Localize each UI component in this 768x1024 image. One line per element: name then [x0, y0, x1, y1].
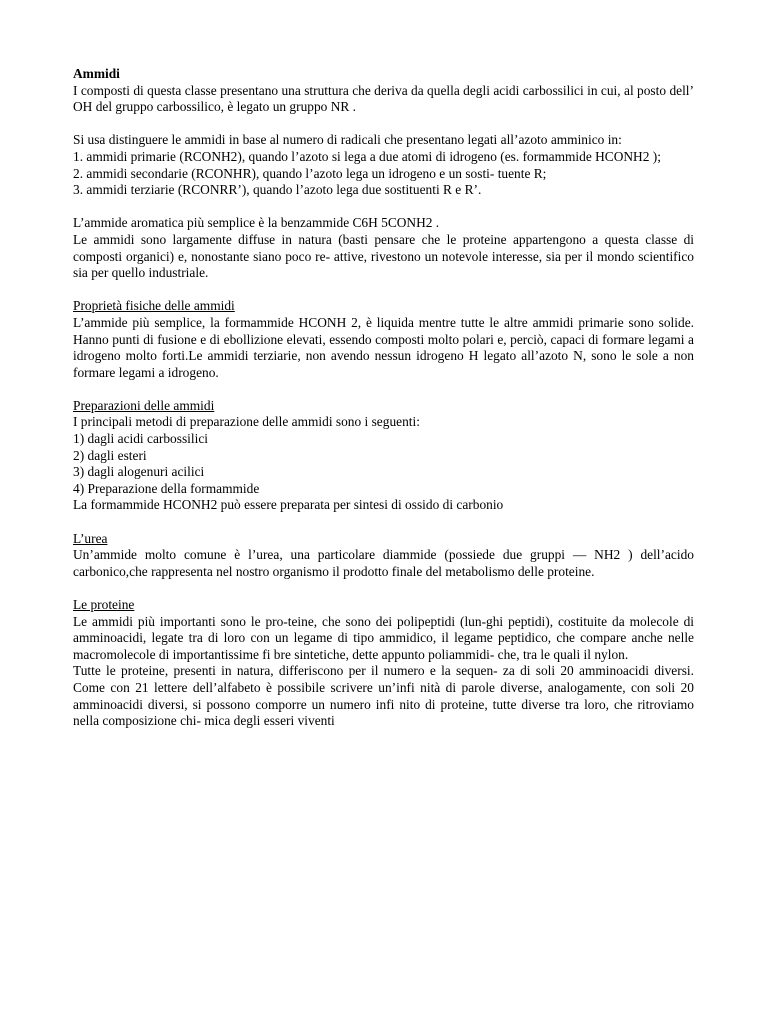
classification-item-tertiary: 3. ammidi terziarie (RCONRR’), quando l’azoto lega due sostituenti R e R’. [73, 182, 482, 198]
spacer [73, 381, 694, 398]
intro-paragraph: I composti di questa classe presentano una struttura che deriva da quella degli acidi carbossilici in cui, al posto dell’ OH del gruppo carbossilico, è legato un gruppo NR . [73, 82, 694, 115]
preparation-item: 1) dagli acidi carbossilici [73, 431, 208, 447]
section-heading-preparation: Preparazioni delle ammidi [73, 397, 215, 413]
proteins-paragraph-1: Le ammidi più importanti sono le pro-teine, che sono dei polipeptidi (lun-ghi peptidi), costituite da molecole di amminoacidi, legate tra di loro con un legame di tipo ammidico, il legame peptidico, che compare anche nelle macromolecole di importantissime fi bre sintetiche, dette appunto poliammidi- che, tra le quali il nylon. [73, 613, 694, 662]
preparation-item: 4) Preparazione della formammide [73, 480, 260, 496]
aromatic-amide-line: L’ammide aromatica più semplice è la benzammide C6H 5CONH2 . [73, 215, 440, 231]
spacer [73, 282, 694, 299]
spacer [73, 116, 694, 133]
spacer [73, 199, 694, 216]
section-heading-physical: Proprietà fisiche delle ammidi [73, 298, 235, 314]
spacer [73, 580, 694, 597]
section-heading-urea: L’urea [73, 530, 108, 546]
preparation-note: La formammide HCONH2 può essere preparata per sintesi di ossido di carbonio [73, 497, 504, 513]
diffusion-paragraph: Le ammidi sono largamente diffuse in natura (basti pensare che le proteine appartengono a questa classe di composti organici) e, nonostante siano poco re- attive, rivestono un notevole interesse, sia per il mondo scientifico sia per quello industriale. [73, 231, 694, 281]
proteins-paragraph-2: Tutte le proteine, presenti in natura, differiscono per il numero e la sequen- za di soli 20 amminoacidi diversi. Come con 21 lettere dell’alfabeto è possibile scrivere un’infi nità di parole diverse, analogamente, con soli 20 amminoacidi diversi, si possono comporre un numero infi nito di proteine, tutte diverse tra loro, che ritroviamo nella composizione chi- mica degli esseri viventi [73, 663, 694, 729]
classification-item-secondary: 2. ammidi secondarie (RCONHR), quando l’azoto lega un idrogeno e un sosti- tuente R; [73, 165, 547, 181]
preparation-item: 3) dagli alogenuri acilici [73, 464, 205, 480]
preparation-lead: I principali metodi di preparazione delle ammidi sono i seguenti: [73, 414, 420, 430]
preparation-item: 2) dagli esteri [73, 447, 147, 463]
document-title: Ammidi [73, 66, 120, 81]
classification-lead: Si usa distinguere le ammidi in base al numero di radicali che presentano legati all’azoto amminico in: [73, 132, 622, 148]
section-heading-proteins: Le proteine [73, 597, 135, 612]
spacer [73, 514, 694, 531]
urea-paragraph: Un’ammide molto comune è l’urea, una particolare diammide (possiede due gruppi — NH2 ) dell’acido carbonico,che rappresenta nel nostro organismo il prodotto finale del metabolismo delle proteine. [73, 547, 694, 579]
classification-item-primary: 1. ammidi primarie (RCONH2), quando l’azoto si lega a due atomi di idrogeno (es. formammide HCONH2 ); [73, 148, 661, 164]
document-page [73, 66, 694, 730]
physical-paragraph: L’ammide più semplice, la formammide HCONH 2, è liquida mentre tutte le altre ammidi primarie sono solide. Hanno punti di fusione e di ebollizione elevati, essendo composti molto polari e, perciò, capaci di formare legami a idrogeno molto forti.Le ammidi terziarie, non avendo nessun idrogeno H legato all’azoto N, sono le sole a non formare legami a idrogeno. [73, 314, 694, 380]
